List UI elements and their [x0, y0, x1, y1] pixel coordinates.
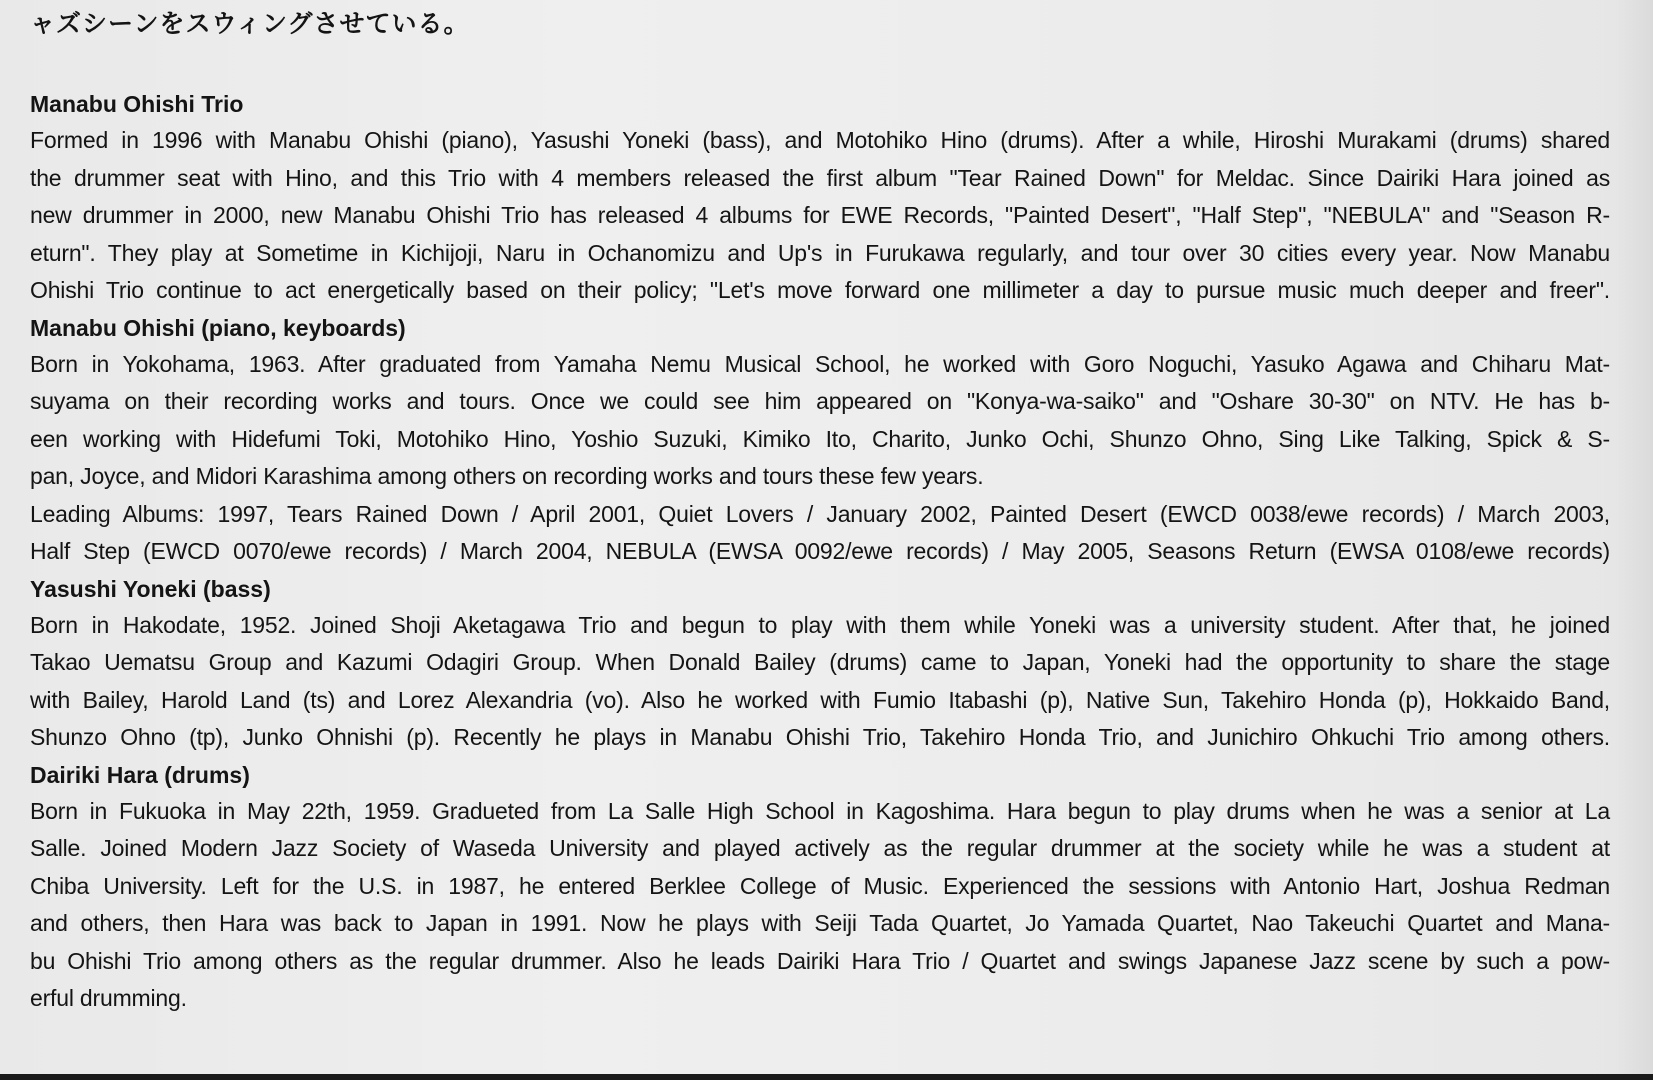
paragraph-line: Chiba University. Left for the U.S. in 1987, he entered Berklee College of Music. Experienced the sessions with Antonio Hart, Joshua Redman [30, 872, 1610, 899]
paragraph-line: suyama on their recording works and tours. Once we could see him appeared on "Konya-wa-saiko" and "Oshare 30-30" on NTV. He has b- [30, 388, 1610, 414]
paragraph-line: Formed in 1996 with Manabu Ohishi (piano), Yasushi Yoneki (bass), and Motohiko Hino (drums). After a while, Hiroshi Murakami (drums) shared [30, 127, 1610, 153]
paragraph-line: Leading Albums: 1997, Tears Rained Down / April 2001, Quiet Lovers / January 2002, Painted Desert (EWCD 0038/ewe records) / March 2003, [30, 500, 1610, 527]
page-shadow [1613, 0, 1653, 1080]
intro-line: ャズシーンをスウィングさせている。 [30, 9, 470, 38]
paragraph-line: Born in Hakodate, 1952. Joined Shoji Aketagawa Trio and begun to play with them while Yoneki was a university student. After that, he joined [30, 611, 1610, 638]
paragraph-line: een working with Hidefumi Toki, Motohiko Hino, Yoshio Suzuki, Kimiko Ito, Charito, Junko Ochi, Shunzo Ohno, Sing Like Talking, Spick & S- [30, 425, 1610, 452]
paragraph-line: and others, then Hara was back to Japan in 1991. Now he plays with Seiji Tada Quartet, Jo Yamada Quartet, Nao Takeuchi Quartet and Mana- [30, 910, 1610, 936]
section-heading: Manabu Ohishi (piano, keyboards) [30, 314, 406, 341]
section-heading: Manabu Ohishi Trio [30, 91, 244, 117]
section-heading: Yasushi Yoneki (bass) [30, 575, 271, 602]
paragraph-line: Salle. Joined Modern Jazz Society of Waseda University and played actively as the regular drummer at the society while he was a student at [30, 835, 1610, 861]
document-body [30, 86, 1610, 1018]
paragraph-line: Born in Yokohama, 1963. After graduated from Yamaha Nemu Musical School, he worked with Goro Noguchi, Yasuko Agawa and Chiharu Mat- [30, 350, 1610, 377]
paragraph-line: Shunzo Ohno (tp), Junko Ohnishi (p). Recently he plays in Manabu Ohishi Trio, Takehiro Honda Trio, and Junichiro Ohkuchi Trio among others. [30, 724, 1610, 750]
section-manabu-ohishi [30, 310, 1610, 571]
paragraph-line: Born in Fukuoka in May 22th, 1959. Gradueted from La Salle High School in Kagoshima. Hara begun to play drums when he was a senior at La [30, 797, 1610, 824]
page-bottom-edge [0, 1074, 1653, 1080]
section-dairiki-hara [30, 757, 1610, 1018]
section-heading: Dairiki Hara (drums) [30, 761, 250, 788]
paragraph-line: erful drumming. [30, 985, 187, 1011]
paragraph-line: eturn". They play at Sometime in Kichijoji, Naru in Ochanomizu and Up's in Furukawa regularly, and tour over 30 cities every year. Now Manabu [30, 239, 1610, 266]
paragraph-line: Takao Uematsu Group and Kazumi Odagiri Group. When Donald Bailey (drums) came to Japan, Yoneki had the opportunity to share the stage [30, 649, 1610, 675]
paragraph-line: bu Ohishi Trio among others as the regular drummer. Also he leads Dairiki Hara Trio / Quartet and swings Japanese Jazz scene by such a pow- [30, 947, 1610, 974]
paragraph-line: pan, Joyce, and Midori Karashima among others on recording works and tours these few years. [30, 463, 984, 489]
paragraph-line: with Bailey, Harold Land (ts) and Lorez Alexandria (vo). Also he worked with Fumio Itabashi (p), Native Sun, Takehiro Honda (p), Hokkaido Band, [30, 686, 1610, 713]
paragraph-line: new drummer in 2000, new Manabu Ohishi Trio has released 4 albums for EWE Records, "Painted Desert", "Half Step", "NEBULA" and "Season R- [30, 202, 1610, 228]
paragraph-line: Half Step (EWCD 0070/ewe records) / March 2004, NEBULA (EWSA 0092/ewe records) / May 2005, Seasons Return (EWSA 0108/ewe records) [30, 538, 1610, 564]
section-manabu-ohishi-trio [30, 86, 1610, 310]
paragraph-line: Ohishi Trio continue to act energetically based on their policy; "Let's move forward one millimeter a day to pursue music much deeper and freer". [30, 277, 1610, 303]
paragraph-line: the drummer seat with Hino, and this Trio with 4 members released the first album "Tear Rained Down" for Meldac. Since Dairiki Hara joined as [30, 164, 1610, 191]
section-yasushi-yoneki [30, 571, 1610, 757]
